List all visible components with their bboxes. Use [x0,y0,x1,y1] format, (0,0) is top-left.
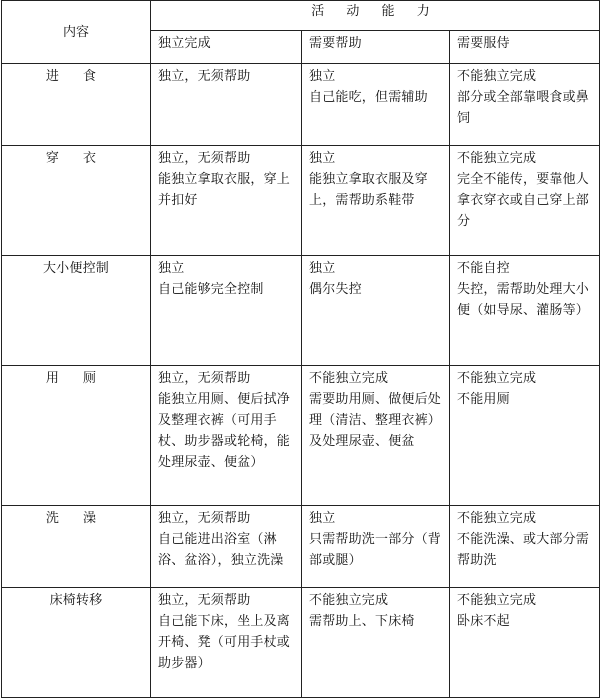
needs-help-text: 独立 自己能吃，但需辅助 [309,69,428,105]
table-row [2,256,600,366]
needs-help-text: 不能独立完成 需要助用厕、做便后处理（清洁、整理衣裤）及处理尿壶、便盆 [309,371,442,449]
independent-cell [151,588,302,698]
independent-cell [151,506,302,588]
needs-help-text: 独立 能独立拿取衣服及穿上，需帮助系鞋带 [309,151,428,208]
needs-help-text: 不能独立完成 需帮助上、下床椅 [309,593,415,629]
needs-care-text: 不能独立完成 不能洗澡、或大部分需帮助洗 [457,511,590,568]
row-item-label: 洗 澡 [45,511,107,526]
row-item-cell [2,366,151,506]
independent-text: 独立，无须帮助 自己能下床，坐上及离开椅、凳（可用手杖或助步器） [158,593,291,671]
header-group-label: 活 动 能 力 [311,4,439,19]
needs-care-text: 不能独立完成 部分或全部靠喂食或鼻饲 [457,69,590,126]
column-header-label: 独立完成 [158,36,211,51]
row-item-cell [2,506,151,588]
header-corner-label: 内容 [62,24,89,40]
column-header-independent [151,31,302,64]
header-row-top [2,1,600,31]
row-item-cell [2,146,151,256]
needs-care-cell [450,146,600,256]
independent-cell [151,256,302,366]
row-item-cell [2,64,151,146]
needs-care-cell [450,366,600,506]
independent-text: 独立，无须帮助 能独立用厕、便后拭净及整理衣裤（可用手杖、助步器或轮椅，能处理尿壶、便盆） [158,371,291,470]
needs-care-cell [450,256,600,366]
column-header-needs-care [450,31,600,64]
table-row [2,146,600,256]
independent-text: 独立，无须帮助 [158,69,251,84]
needs-care-cell [450,64,600,146]
row-item-cell [2,256,151,366]
table-row [2,588,600,698]
needs-help-cell [302,146,450,256]
independent-text: 独立，无须帮助 能独立拿取衣服，穿上并扣好 [158,151,291,208]
row-item-label: 穿 衣 [45,151,107,166]
needs-care-cell [450,506,600,588]
needs-help-cell [302,506,450,588]
header-group-cell [151,1,600,31]
row-item-cell [2,588,151,698]
column-header-needs-help [302,31,450,64]
needs-care-cell [450,588,600,698]
needs-help-text: 独立 只需帮助洗一部分（背部或腿） [309,511,442,568]
header-corner-cell [2,1,151,64]
needs-care-text: 不能独立完成 完全不能传，要靠他人拿衣穿衣或自己穿上部分 [457,151,590,229]
independent-cell [151,366,302,506]
needs-care-text: 不能独立完成 不能用厕 [457,371,537,407]
independent-text: 独立 自己能够完全控制 [158,261,264,297]
table-row [2,366,600,506]
needs-help-text: 独立 偶尔失控 [309,261,362,297]
independent-cell [151,146,302,256]
needs-help-cell [302,366,450,506]
row-item-label: 大小便控制 [42,261,109,276]
row-item-label: 用 厕 [45,371,107,386]
row-item-label: 床椅转移 [49,593,103,608]
table-row [2,64,600,146]
needs-help-cell [302,588,450,698]
needs-help-cell [302,64,450,146]
row-item-label: 进 食 [45,69,107,84]
needs-help-cell [302,256,450,366]
needs-care-text: 不能自控 失控，需帮助处理大小便（如导尿、灌肠等） [457,261,590,318]
table-row [2,506,600,588]
independent-text: 独立，无须帮助 自己能进出浴室（淋浴、盆浴），独立洗澡 [158,511,284,568]
adl-table [1,0,600,698]
independent-cell [151,64,302,146]
column-header-label: 需要服侍 [457,36,510,51]
column-header-label: 需要帮助 [309,36,362,51]
needs-care-text: 不能独立完成 卧床不起 [457,593,537,629]
